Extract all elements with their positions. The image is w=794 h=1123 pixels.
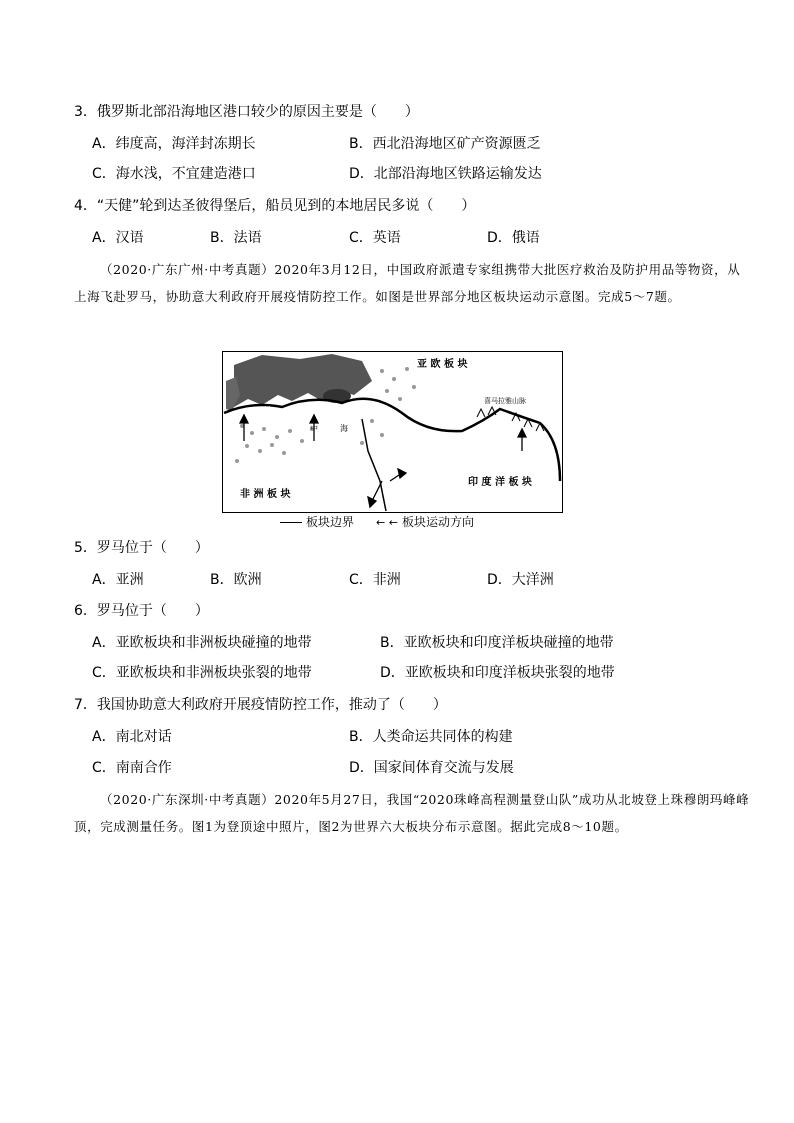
q5-option-b: B．欧洲 bbox=[210, 572, 262, 588]
q7-option-d: D．国家间体育交流与发展 bbox=[349, 760, 514, 776]
passage-shenzhen: （2020·广东深圳·中考真题）2020年5月27日，我国“2020珠峰高程测量登山队”成功从北坡登上珠穆朗玛峰峰顶，完成测量任务。图1为登顶途中照片，图2为世界六大板块分布示意图。据此完成8～10题。 bbox=[74, 792, 750, 834]
label-indian-ocean-plate: 印 度 洋 板 块 bbox=[468, 477, 532, 488]
legend-direction bbox=[376, 514, 474, 531]
q4-option-d: D．俄语 bbox=[487, 230, 540, 246]
label-african-plate: 非 洲 板 块 bbox=[240, 489, 291, 500]
label-di: 地 bbox=[264, 406, 272, 415]
q7-stem: 7．我国协助意大利政府开展疫情防控工作，推动了（ ） bbox=[74, 697, 447, 713]
plate-motion-map bbox=[222, 351, 563, 513]
q7-option-b: B．人类命运共同体的构建 bbox=[349, 729, 513, 745]
q4-option-a: A．汉语 bbox=[92, 230, 144, 246]
q3-option-c: C．海水浅，不宜建造港口 bbox=[92, 166, 256, 182]
q6-option-d: D．亚欧板块和印度洋板块张裂的地带 bbox=[380, 665, 615, 681]
q5-option-a: A．亚洲 bbox=[92, 572, 144, 588]
legend-direction-label: 板块运动方向 bbox=[401, 515, 474, 529]
legend-boundary-label: 板块边界 bbox=[306, 515, 355, 529]
q7-option-a: A．南北对话 bbox=[92, 729, 172, 745]
label-eurasian-plate: 亚 欧 板 块 bbox=[417, 359, 468, 370]
q4-option-b: B．法语 bbox=[210, 230, 262, 246]
q5-option-c: C．非洲 bbox=[349, 572, 401, 588]
q7-option-c: C．南南合作 bbox=[92, 760, 172, 776]
q6-option-c: C．亚欧板块和非洲板块张裂的地带 bbox=[92, 665, 312, 681]
boundary-line-icon bbox=[280, 522, 302, 523]
q5-option-d: D．大洋洲 bbox=[487, 572, 554, 588]
q3-stem: 3．俄罗斯北部沿海地区港口较少的原因主要是（ ） bbox=[74, 104, 419, 120]
legend-boundary bbox=[280, 514, 354, 530]
q5-stem: 5．罗马位于（ ） bbox=[74, 540, 209, 556]
arrow-icon: ← ← bbox=[376, 515, 398, 529]
q4-option-c: C．英语 bbox=[349, 230, 401, 246]
label-zhong: 中 bbox=[310, 424, 318, 433]
q4-stem: 4．“天健”轮到达圣彼得堡后，船员见到的本地居民多说（ ） bbox=[74, 198, 476, 214]
q3-option-a: A．纬度高，海洋封冻期长 bbox=[92, 136, 256, 152]
label-hai: 海 bbox=[340, 424, 348, 433]
label-himalaya: 喜马拉雅山脉 bbox=[484, 397, 526, 405]
q3-option-d: D．北部沿海地区铁路运输发达 bbox=[349, 166, 542, 182]
q6-stem: 6．罗马位于（ ） bbox=[74, 603, 209, 619]
q6-option-b: B．亚欧板块和印度洋板块碰撞的地带 bbox=[380, 635, 614, 651]
passage-guangzhou: （2020·广东广州·中考真题）2020年3月12日，中国政府派遣专家组携带大批医疗救治及防护用品等物资，从上海飞赴罗马，协助意大利政府开展疫情防控工作。如图是世界部分地区板块运动示意图。完成5～7题。 bbox=[74, 262, 741, 304]
q6-option-a: A．亚欧板块和非洲板块碰撞的地带 bbox=[92, 635, 312, 651]
q3-option-b: B．西北沿海地区矿产资源匮乏 bbox=[349, 136, 541, 152]
